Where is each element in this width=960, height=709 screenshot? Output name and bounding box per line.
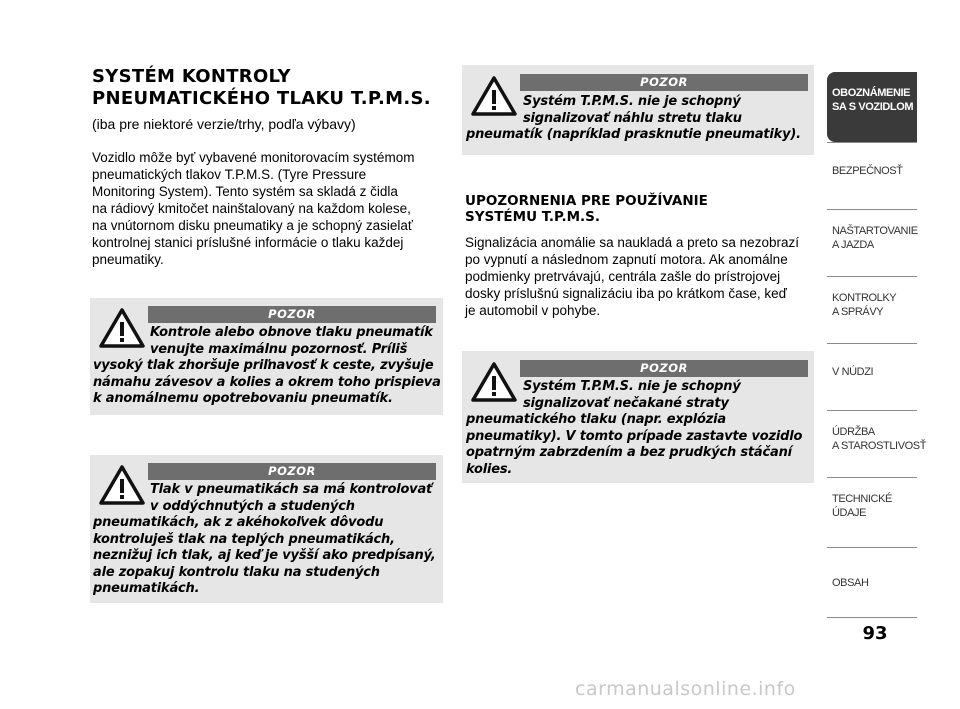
nav-tab-label: A STAROSTLIVOSŤ <box>832 440 927 452</box>
warning-line: Systém T.P.M.S. nie je schopný <box>523 379 741 394</box>
warning-text <box>93 325 441 408</box>
section-subtitle: (iba pre niektoré verzie/trhy, podľa výbavy) <box>92 116 356 132</box>
body-line: dosky príslušnú signalizáciu iba po krátkom čase, keď <box>465 286 787 301</box>
nav-tab-label: KONTROLKY <box>832 292 897 304</box>
body-line: Signalizácia anomálie sa naukladá a preto sa nezobrazí <box>465 235 799 250</box>
warning-line: Kontrole alebo obnove tlaku pneumatík <box>150 325 433 340</box>
nav-tab-label: NAŠTARTOVANIE <box>832 225 918 237</box>
intro-line: Vozidlo môže byť vybavené monitorovacím systémom <box>92 150 415 165</box>
intro-line: Monitoring System). Tento systém sa skladá z čidla <box>92 184 398 199</box>
warning-line: námahu závesov a kolies a okrem toho prispieva <box>93 374 441 390</box>
intro-paragraph <box>92 149 442 268</box>
nav-tab-label: OBSAH <box>832 577 869 589</box>
section2-title-line2: SYSTÉMU T.P.M.S. <box>465 209 600 225</box>
nav-tab-label: ÚDRŽBA <box>832 426 875 438</box>
nav-tab-getting-to-know[interactable] <box>827 72 917 142</box>
warning-box-cold-tires <box>90 455 443 603</box>
section-title <box>92 66 452 110</box>
nav-tab-label: TECHNICKÉ <box>832 493 892 505</box>
section-title-line2: PNEUMATICKÉHO TLAKU T.P.M.S. <box>92 88 431 109</box>
intro-line: kontrolnej stanici príslušné informácie o tlaku každej <box>92 235 404 250</box>
section2-title <box>465 193 805 225</box>
nav-tab-safety[interactable] <box>827 142 917 209</box>
nav-tab-maintenance[interactable] <box>827 410 927 477</box>
warning-box-sudden-drop <box>462 65 814 155</box>
warning-line: k anomálnemu opotrebovaniu pneumatík. <box>93 391 393 406</box>
warning-line: pneumatikách. <box>93 581 200 596</box>
nav-tab-contents[interactable] <box>827 547 917 614</box>
section2-title-line1: UPOZORNENIA PRE POUŽÍVANIE <box>465 193 708 209</box>
warning-line: ale zopakuj kontrolu tlaku na studených <box>93 564 380 580</box>
warning-text <box>93 482 441 598</box>
nav-tab-label: V NÚDZI <box>832 366 874 378</box>
warning-line: vysoký tlak zhoršuje priľnavosť k ceste, zvyšuje <box>93 358 434 373</box>
warning-line: neznižuj ich tlak, aj keď je vyšší ako predpísaný, <box>93 548 436 563</box>
nav-tab-label: A SPRÁVY <box>832 306 884 318</box>
warning-line: v oddýchnutých a studených <box>150 498 355 514</box>
intro-line: na rádiový kmitočet nainštalovaný na každom kolese, <box>92 201 411 216</box>
nav-tab-label: BEZPEČNOSŤ <box>832 165 903 177</box>
nav-divider <box>827 617 917 618</box>
warning-line: Tlak v pneumatikách sa má kontrolovať <box>150 482 433 497</box>
warning-line: pneumatík (napríklad prasknutie pneumatiky). <box>466 127 801 142</box>
warning-line: pneumatického tlaku (napr. explózia <box>466 412 726 427</box>
watermark: carmanualsonline.info <box>575 678 796 700</box>
warning-box-tire-pressure-care <box>90 298 443 415</box>
signalization-paragraph <box>465 234 810 319</box>
nav-tab-label: OBOZNÁMENIE <box>832 87 911 99</box>
warning-line: kontroluješ tlak na teplých pneumatikách, <box>93 531 395 547</box>
warning-line: signalizovať nečakané straty <box>523 395 729 411</box>
warning-label: POZOR <box>520 360 808 377</box>
intro-line: pneumatických tlakov T.P.M.S. (Tyre Pressure <box>92 167 367 182</box>
nav-tab-label: SA S VOZIDLOM <box>832 101 914 113</box>
intro-line: pneumatiky. <box>92 252 164 267</box>
warning-line: opatrným zabrzdením a bez prudkých stáčaní <box>466 445 792 460</box>
nav-tab-warning-lights[interactable] <box>827 276 917 343</box>
page-number: 93 <box>862 623 888 644</box>
warning-label: POZOR <box>148 306 436 323</box>
section-title-line1: SYSTÉM KONTROLY <box>92 66 291 87</box>
body-line: podmienky pretrvávajú, centrála zašle do prístrojovej <box>465 269 781 284</box>
nav-tab-emergency[interactable] <box>827 343 917 410</box>
nav-tab-label: A JAZDA <box>832 239 874 251</box>
nav-tab-label: ÚDAJE <box>832 507 867 519</box>
warning-line: signalizovať náhlu stretu tlaku <box>523 110 742 126</box>
nav-tab-starting-driving[interactable] <box>827 209 917 276</box>
warning-line: pneumatikách, ak z akéhokoľvek dôvodu <box>93 515 384 530</box>
intro-line: na vnútornom disku pneumatiky a je schopný zasielať <box>92 218 413 233</box>
body-line: je automobil v pohybe. <box>465 303 601 318</box>
warning-label: POZOR <box>148 463 436 480</box>
nav-tab-technical-data[interactable] <box>827 477 917 544</box>
warning-box-unexpected-loss <box>462 351 814 483</box>
warning-text <box>466 379 812 478</box>
warning-line: Systém T.P.M.S. nie je schopný <box>523 94 741 109</box>
warning-line: venujte maximálnu pozornosť. Príliš <box>150 341 408 357</box>
warning-text <box>466 94 812 144</box>
warning-line: kolies. <box>466 461 513 477</box>
warning-line: pneumatiky). V tomto prípade zastavte vozidlo <box>466 428 803 444</box>
body-line: po vypnutí a následnom zapnutí motora. Ak anomálne <box>465 252 788 267</box>
warning-label: POZOR <box>520 74 808 91</box>
